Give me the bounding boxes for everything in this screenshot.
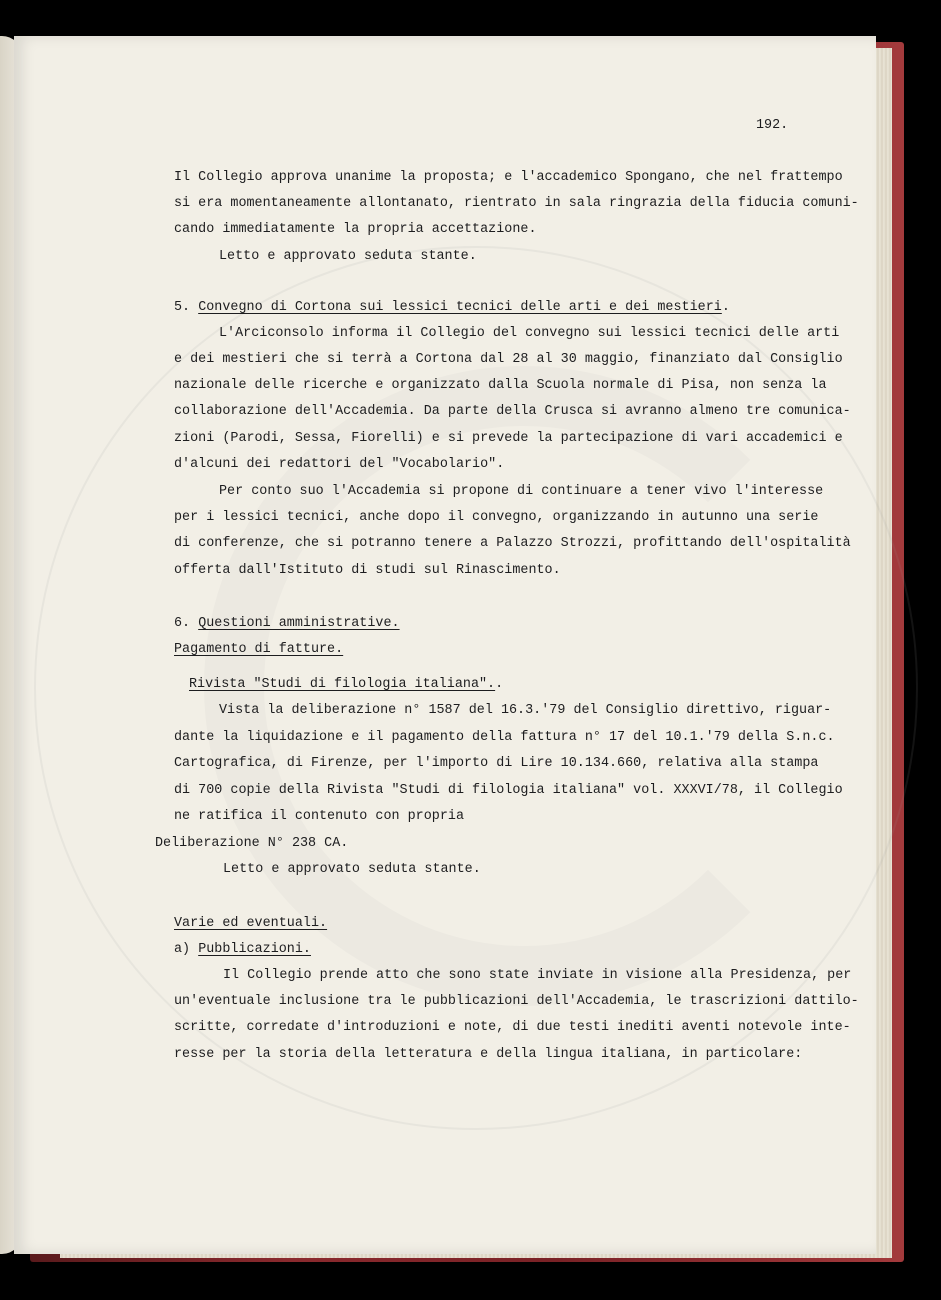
text-line: Deliberazione N° 238 CA. bbox=[155, 836, 349, 851]
section-title: Convegno di Cortona sui lessici tecnici delle arti e dei mestieri bbox=[198, 300, 722, 315]
section-number: 5. bbox=[174, 300, 191, 315]
text-line: dante la liquidazione e il pagamento della fattura n° 17 del 10.1.'79 della S.n.c. bbox=[174, 730, 835, 745]
subheading: Varie ed eventuali. bbox=[174, 916, 328, 931]
section-6-heading bbox=[174, 616, 400, 631]
text-line: collaborazione dell'Accademia. Da parte della Crusca si avranno almeno tre comunica- bbox=[174, 404, 851, 419]
item-marker: a) bbox=[174, 942, 191, 957]
subheading: Pagamento di fatture. bbox=[174, 642, 344, 657]
text-line: resse per la storia della letteratura e della lingua italiana, in particolare: bbox=[174, 1047, 803, 1062]
text-line: Letto e approvato seduta stante. bbox=[223, 862, 481, 877]
section-5-heading bbox=[174, 300, 730, 315]
text-line: si era momentaneamente allontanato, rientrato in sala ringrazia della fiducia comuni- bbox=[174, 196, 859, 211]
text-line: un'eventuale inclusione tra le pubblicazioni dell'Accademia, le trascrizioni dattilo- bbox=[174, 994, 859, 1009]
text-line: Cartografica, di Firenze, per l'importo di Lire 10.134.660, relativa alla stampa bbox=[174, 756, 819, 771]
text-line: Letto e approvato seduta stante. bbox=[219, 249, 477, 264]
section-number: 6. bbox=[174, 616, 191, 631]
subheading-title: Rivista "Studi di filologia italiana". bbox=[189, 677, 496, 692]
text-line: d'alcuni dei redattori del "Vocabolario". bbox=[174, 457, 505, 472]
subheading-dot: . bbox=[495, 677, 504, 692]
text-line: scritte, corredate d'introduzioni e note, di due testi inediti aventi notevole inte- bbox=[174, 1020, 851, 1035]
text-line: per i lessici tecnici, anche dopo il convegno, organizzando in autunno una serie bbox=[174, 510, 819, 525]
subheading-title: Pubblicazioni. bbox=[198, 942, 311, 957]
text-line: L'Arciconsolo informa il Collegio del convegno sui lessici tecnici delle arti bbox=[219, 326, 840, 341]
text-line: di conferenze, che si potranno tenere a Palazzo Strozzi, profittando dell'ospitalità bbox=[174, 536, 851, 551]
subheading-a bbox=[174, 942, 311, 957]
subheading-journal bbox=[189, 677, 503, 692]
text-line: di 700 copie della Rivista "Studi di filologia italiana" vol. XXXVI/78, il Collegio bbox=[174, 783, 843, 798]
text-line: e dei mestieri che si terrà a Cortona dal 28 al 30 maggio, finanziato dal Consiglio bbox=[174, 352, 843, 367]
page-number: 192. bbox=[756, 118, 789, 133]
text-line: offerta dall'Istituto di studi sul Rinascimento. bbox=[174, 563, 561, 578]
text-line: Il Collegio prende atto che sono state inviate in visione alla Presidenza, per bbox=[223, 968, 852, 983]
text-line: Il Collegio approva unanime la proposta; e l'accademico Spongano, che nel frattempo bbox=[174, 170, 843, 185]
text-line: Per conto suo l'Accademia si propone di continuare a tener vivo l'interesse bbox=[219, 484, 824, 499]
document-page bbox=[14, 36, 876, 1254]
section-title-dot: . bbox=[721, 300, 730, 315]
text-line: zioni (Parodi, Sessa, Fiorelli) e si prevede la partecipazione di vari accademici e bbox=[174, 431, 843, 446]
section-title: Questioni amministrative. bbox=[198, 616, 400, 631]
text-line: nazionale delle ricerche e organizzato dalla Scuola normale di Pisa, non senza la bbox=[174, 378, 827, 393]
text-line: cando immediatamente la propria accettazione. bbox=[174, 222, 537, 237]
text-line: ne ratifica il contenuto con propria bbox=[174, 809, 465, 824]
text-line: Vista la deliberazione n° 1587 del 16.3.'79 del Consiglio direttivo, riguar- bbox=[219, 703, 832, 718]
